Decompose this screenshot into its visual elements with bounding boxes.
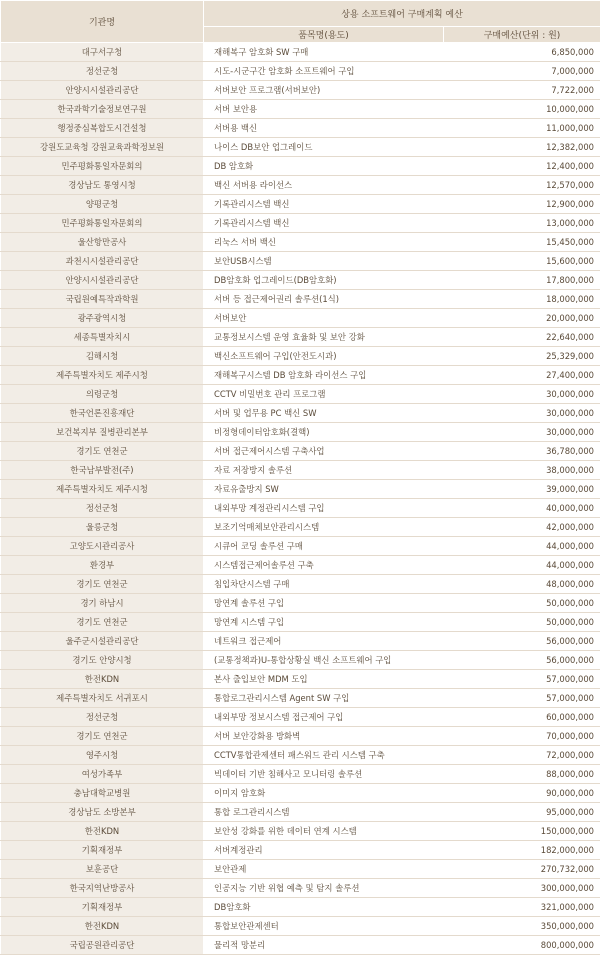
table-row [1, 271, 600, 290]
org-cell: 경상남도 통영시청 [1, 176, 204, 195]
item-cell: 자료 저장방지 솔루션 [204, 461, 444, 480]
org-cell: 기획재정부 [1, 898, 204, 917]
org-cell: 한전KDN [1, 822, 204, 841]
amount-cell: 56,000,000 [444, 651, 600, 670]
amount-cell: 11,000,000 [444, 119, 600, 138]
org-cell: 민주평화통일자문회의 [1, 214, 204, 233]
org-cell: 경기도 연천군 [1, 575, 204, 594]
item-cell: 재해복구 암호화 SW 구매 [204, 43, 444, 62]
org-cell: 국립원예특작과학원 [1, 290, 204, 309]
amount-cell: 60,000,000 [444, 708, 600, 727]
table-row [1, 803, 600, 822]
item-cell: 시도-시군구간 암호화 소프트웨어 구입 [204, 62, 444, 81]
table-row [1, 442, 600, 461]
table-row [1, 385, 600, 404]
item-cell: 보안관제 [204, 860, 444, 879]
org-cell: 과천시시설관리공단 [1, 252, 204, 271]
org-cell: 정선군청 [1, 499, 204, 518]
table-row [1, 404, 600, 423]
table-row [1, 594, 600, 613]
table-row [1, 43, 600, 62]
table-body [1, 43, 600, 955]
amount-cell: 90,000,000 [444, 784, 600, 803]
org-cell: 국립공원관리공단 [1, 936, 204, 955]
table-row [1, 328, 600, 347]
amount-cell: 95,000,000 [444, 803, 600, 822]
amount-cell: 36,780,000 [444, 442, 600, 461]
amount-cell: 44,000,000 [444, 556, 600, 575]
amount-cell: 12,570,000 [444, 176, 600, 195]
table-row [1, 81, 600, 100]
item-cell: 서버 보안용 [204, 100, 444, 119]
item-cell: 서버 보안강화용 방화벽 [204, 727, 444, 746]
amount-cell: 40,000,000 [444, 499, 600, 518]
table-row [1, 214, 600, 233]
table-row [1, 651, 600, 670]
org-cell: 의령군청 [1, 385, 204, 404]
org-cell: 경기도 연천군 [1, 727, 204, 746]
item-cell: 서버 접근제어시스템 구축사업 [204, 442, 444, 461]
item-cell: 보안USB시스템 [204, 252, 444, 271]
amount-cell: 25,329,000 [444, 347, 600, 366]
item-cell: 이미지 암호화 [204, 784, 444, 803]
org-cell: 민주평화통일자문회의 [1, 157, 204, 176]
amount-cell: 12,900,000 [444, 195, 600, 214]
amount-cell: 38,000,000 [444, 461, 600, 480]
item-cell: 망연계 솔루션 구입 [204, 594, 444, 613]
table-header [1, 1, 600, 43]
table-row [1, 613, 600, 632]
item-cell: 통합보안관제센터 [204, 917, 444, 936]
item-cell: 인공지능 기반 위협 예측 및 탐지 솔루션 [204, 879, 444, 898]
item-cell: DB암호화 업그레이드(DB암호화) [204, 271, 444, 290]
org-cell: 충남대학교병원 [1, 784, 204, 803]
org-cell: 한국지역난방공사 [1, 879, 204, 898]
item-cell: 서버 등 접근제어권리 솔루션(1식) [204, 290, 444, 309]
amount-cell: 12,382,000 [444, 138, 600, 157]
item-cell: 기록관리시스템 백신 [204, 195, 444, 214]
item-cell: 시스템접근제어솔루션 구축 [204, 556, 444, 575]
item-cell: 서버보안 [204, 309, 444, 328]
org-cell: 정선군청 [1, 62, 204, 81]
org-cell: 경기도 연천군 [1, 613, 204, 632]
org-cell: 제주특별자치도 서귀포시 [1, 689, 204, 708]
table-row [1, 822, 600, 841]
item-cell: 기록관리시스템 백신 [204, 214, 444, 233]
org-cell: 안양시시설관리공단 [1, 271, 204, 290]
org-cell: 기획재정부 [1, 841, 204, 860]
item-cell: 시큐어 코딩 솔루션 구매 [204, 537, 444, 556]
org-cell: 경기 하남시 [1, 594, 204, 613]
amount-cell: 15,450,000 [444, 233, 600, 252]
amount-cell: 270,732,000 [444, 860, 600, 879]
table-row [1, 632, 600, 651]
header-item: 품목명(용도) [204, 27, 444, 43]
table-row [1, 138, 600, 157]
table-row [1, 290, 600, 309]
table-row [1, 100, 600, 119]
item-cell: 백신 서버용 라이선스 [204, 176, 444, 195]
item-cell: 네트워크 접근제어 [204, 632, 444, 651]
item-cell: 비정형데이터암호화(결핵) [204, 423, 444, 442]
org-cell: 김해시청 [1, 347, 204, 366]
table-row [1, 575, 600, 594]
item-cell: 서버 및 업무용 PC 백신 SW [204, 404, 444, 423]
item-cell: 서버보안 프로그램(서버보안) [204, 81, 444, 100]
amount-cell: 22,640,000 [444, 328, 600, 347]
amount-cell: 10,000,000 [444, 100, 600, 119]
table-row [1, 119, 600, 138]
amount-cell: 30,000,000 [444, 404, 600, 423]
amount-cell: 13,000,000 [444, 214, 600, 233]
amount-cell: 6,850,000 [444, 43, 600, 62]
amount-cell: 50,000,000 [444, 594, 600, 613]
org-cell: 울주군시설관리공단 [1, 632, 204, 651]
item-cell: 서버계정관리 [204, 841, 444, 860]
item-cell: 보조기억매체보안관리시스템 [204, 518, 444, 537]
item-cell: 서버용 백신 [204, 119, 444, 138]
org-cell: 강원도교육청 강원교육과학정보원 [1, 138, 204, 157]
item-cell: 통합 로그관리시스템 [204, 803, 444, 822]
org-cell: 여성가족부 [1, 765, 204, 784]
item-cell: 백신소프트웨어 구입(안전도시과) [204, 347, 444, 366]
amount-cell: 350,000,000 [444, 917, 600, 936]
table-row [1, 518, 600, 537]
amount-cell: 57,000,000 [444, 670, 600, 689]
item-cell: 물리적 망분리 [204, 936, 444, 955]
amount-cell: 300,000,000 [444, 879, 600, 898]
org-cell: 광주광역시청 [1, 309, 204, 328]
header-org: 기관명 [1, 1, 204, 43]
item-cell: 자료유출방지 SW [204, 480, 444, 499]
table-row [1, 252, 600, 271]
amount-cell: 150,000,000 [444, 822, 600, 841]
org-cell: 보건복지부 질병관리본부 [1, 423, 204, 442]
amount-cell: 88,000,000 [444, 765, 600, 784]
org-cell: 세종특별자치시 [1, 328, 204, 347]
table-row [1, 708, 600, 727]
amount-cell: 12,400,000 [444, 157, 600, 176]
org-cell: 보훈공단 [1, 860, 204, 879]
table-row [1, 765, 600, 784]
table-row [1, 366, 600, 385]
amount-cell: 20,000,000 [444, 309, 600, 328]
org-cell: 경기도 연천군 [1, 442, 204, 461]
amount-cell: 30,000,000 [444, 423, 600, 442]
table-row [1, 195, 600, 214]
amount-cell: 39,000,000 [444, 480, 600, 499]
table-row [1, 556, 600, 575]
table-row [1, 62, 600, 81]
amount-cell: 56,000,000 [444, 632, 600, 651]
item-cell: 보안성 강화를 위한 데이터 연계 시스템 [204, 822, 444, 841]
item-cell: 내외부망 정보시스템 접근제어 구입 [204, 708, 444, 727]
amount-cell: 27,400,000 [444, 366, 600, 385]
item-cell: 재해복구시스템 DB 암호화 라이선스 구입 [204, 366, 444, 385]
item-cell: 리눅스 서버 백신 [204, 233, 444, 252]
item-cell: 통합로그관리시스템 Agent SW 구입 [204, 689, 444, 708]
item-cell: 망연계 시스템 구입 [204, 613, 444, 632]
org-cell: 경상남도 소방본부 [1, 803, 204, 822]
header-amount: 구매예산(단위 : 원) [444, 27, 600, 43]
item-cell: DB암호화 [204, 898, 444, 917]
item-cell: (교통정책과)U-통합상황실 백신 소프트웨어 구입 [204, 651, 444, 670]
item-cell: 나이스 DB보안 업그레이드 [204, 138, 444, 157]
table-row [1, 936, 600, 955]
org-cell: 울산항만공사 [1, 233, 204, 252]
amount-cell: 7,722,000 [444, 81, 600, 100]
header-plan: 상용 소프트웨어 구매계획 예산 [204, 1, 600, 27]
org-cell: 환경부 [1, 556, 204, 575]
amount-cell: 321,000,000 [444, 898, 600, 917]
table-row [1, 423, 600, 442]
org-cell: 제주특별자치도 제주시청 [1, 366, 204, 385]
item-cell: 침입차단시스템 구매 [204, 575, 444, 594]
amount-cell: 44,000,000 [444, 537, 600, 556]
amount-cell: 18,000,000 [444, 290, 600, 309]
amount-cell: 15,600,000 [444, 252, 600, 271]
item-cell: 교통정보시스템 운영 효율화 및 보안 강화 [204, 328, 444, 347]
table-row [1, 917, 600, 936]
org-cell: 제주특별자치도 제주시청 [1, 480, 204, 499]
org-cell: 경기도 안양시청 [1, 651, 204, 670]
table-row [1, 727, 600, 746]
org-cell: 한국남부발전(주) [1, 461, 204, 480]
table-row [1, 537, 600, 556]
org-cell: 안양시시설관리공단 [1, 81, 204, 100]
amount-cell: 48,000,000 [444, 575, 600, 594]
item-cell: CCTV 비밀번호 관리 프로그램 [204, 385, 444, 404]
item-cell: 빅데이터 기반 침해사고 모니터링 솔루션 [204, 765, 444, 784]
org-cell: 한전KDN [1, 670, 204, 689]
table-row [1, 860, 600, 879]
amount-cell: 30,000,000 [444, 385, 600, 404]
org-cell: 한국언론진흥재단 [1, 404, 204, 423]
org-cell: 행정중심복합도시건설청 [1, 119, 204, 138]
org-cell: 한국과학기술정보연구원 [1, 100, 204, 119]
amount-cell: 17,800,000 [444, 271, 600, 290]
table-row [1, 784, 600, 803]
amount-cell: 42,000,000 [444, 518, 600, 537]
table-row [1, 347, 600, 366]
amount-cell: 72,000,000 [444, 746, 600, 765]
amount-cell: 7,000,000 [444, 62, 600, 81]
amount-cell: 57,000,000 [444, 689, 600, 708]
table-row [1, 176, 600, 195]
table-row [1, 233, 600, 252]
item-cell: 내외부망 계정관리시스템 구입 [204, 499, 444, 518]
amount-cell: 50,000,000 [444, 613, 600, 632]
table-row [1, 746, 600, 765]
amount-cell: 182,000,000 [444, 841, 600, 860]
org-cell: 고양도시관리공사 [1, 537, 204, 556]
table-row [1, 898, 600, 917]
item-cell: CCTV통합관제센터 패스워드 관리 시스템 구축 [204, 746, 444, 765]
amount-cell: 800,000,000 [444, 936, 600, 955]
table-row [1, 157, 600, 176]
table-row [1, 461, 600, 480]
table-row [1, 480, 600, 499]
org-cell: 울릉군청 [1, 518, 204, 537]
table-row [1, 499, 600, 518]
org-cell: 양평군청 [1, 195, 204, 214]
item-cell: DB 암호화 [204, 157, 444, 176]
table-row [1, 309, 600, 328]
org-cell: 정선군청 [1, 708, 204, 727]
org-cell: 영주시청 [1, 746, 204, 765]
table-row [1, 841, 600, 860]
table-row [1, 689, 600, 708]
org-cell: 대구서구청 [1, 43, 204, 62]
table-row [1, 879, 600, 898]
item-cell: 본사 출입보안 MDM 도입 [204, 670, 444, 689]
table-row [1, 670, 600, 689]
amount-cell: 70,000,000 [444, 727, 600, 746]
org-cell: 한전KDN [1, 917, 204, 936]
